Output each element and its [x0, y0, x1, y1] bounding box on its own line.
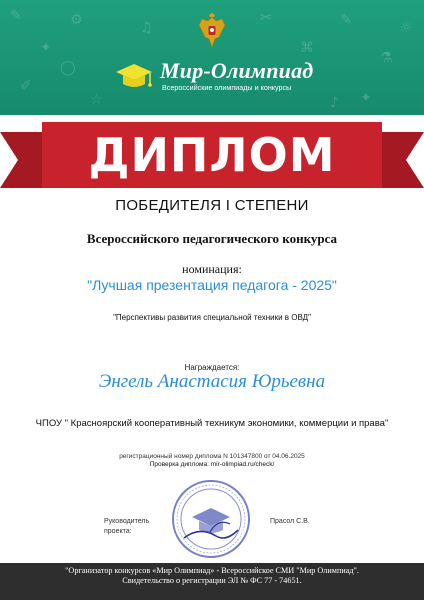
degree-title: ПОБЕДИТЕЛЯ I СТЕПЕНИ	[115, 197, 309, 214]
awarded-label: Награждается:	[184, 363, 240, 372]
mir-olimpiad-logo	[114, 56, 324, 96]
logo-title: Мир-Олимпиад	[160, 58, 314, 83]
header-banner: ✎ ✦ ⚙ ✐ ☆ ♫ ✂ ⌘ ✎ ⚗ ✦ ☼ ♪ ◯ Мир-Олимпиад Всероссийские олимпиады и конкурсы	[0, 0, 424, 115]
contest-name: Всероссийского педагогического конкурса	[86, 231, 338, 246]
nomination-label: номинация:	[182, 262, 242, 276]
registration-number: регистрационный номер диплома N 101347800 от 04.06.2025	[119, 453, 305, 460]
graduation-cap-icon	[114, 60, 154, 92]
signature-label-line1: Руководитель	[104, 518, 150, 525]
organization-name: ЧПОУ " Красноярский кооперативный техникум экономики, коммерции и права"	[35, 418, 389, 429]
footer-line-1: "Организатор конкурсов «Мир Олимпиад» - Всероссийское СМИ "Мир Олимпиад".	[65, 566, 359, 575]
recipient-name: Энгель Анастасия Юрьевна	[98, 371, 326, 392]
signature-name: Прасол С.В.	[270, 518, 310, 525]
logo-subtitle: Всероссийские олимпиады и конкурсы	[162, 83, 292, 92]
official-stamp-icon	[170, 478, 252, 560]
nomination-value: "Лучшая презентация педагога - 2025"	[87, 277, 337, 293]
diploma-title: ДИПЛОМ	[88, 128, 336, 182]
check-link[interactable]: Проверка диплома: mir-olimpiad.ru/check/	[149, 461, 275, 468]
work-title: "Перспективы развития специальной техники в ОВД"	[113, 313, 311, 322]
signature-label-line2: проекта:	[104, 528, 132, 535]
signature-label	[104, 517, 149, 537]
footer-line-2: Свидетельство о регистрации ЭЛ № ФС 77 - 74651.	[122, 576, 302, 585]
coat-of-arms-icon	[196, 13, 228, 51]
